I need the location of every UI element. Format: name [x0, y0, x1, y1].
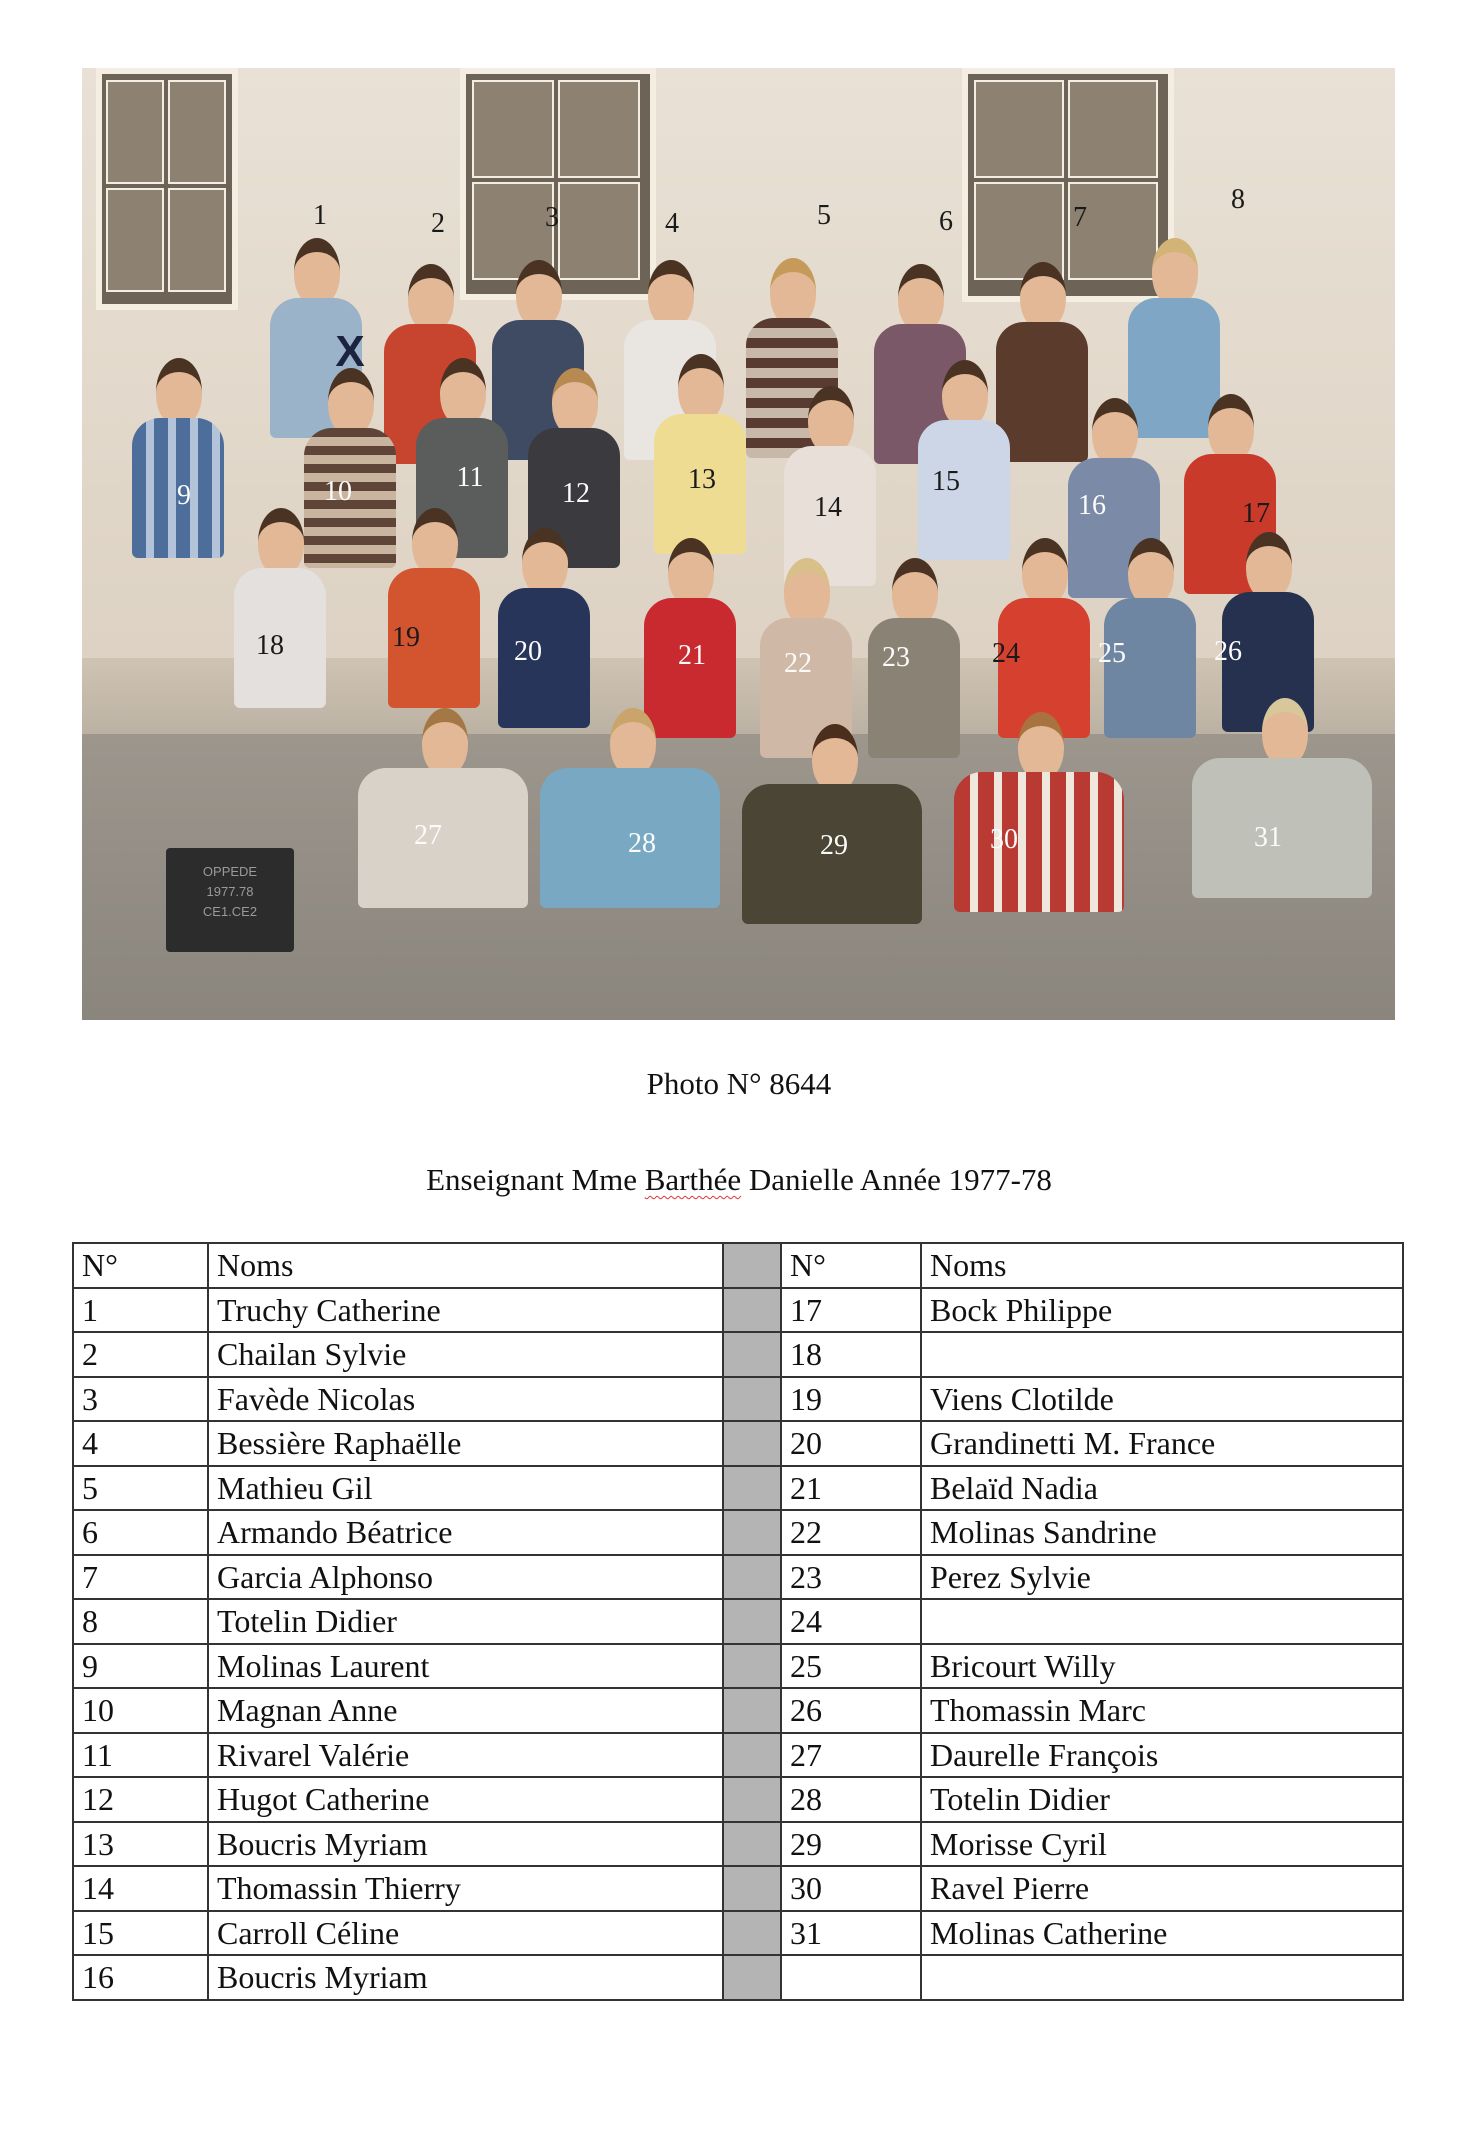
pupil-number-cell: 25 [781, 1644, 921, 1689]
pupil-figure [912, 360, 1016, 560]
pupil-name-cell [921, 1955, 1403, 2000]
pupil-number-cell: 18 [781, 1332, 921, 1377]
pupil-number-cell: 30 [781, 1866, 921, 1911]
table-row [73, 1733, 1403, 1778]
pupil-number-label: 30 [990, 824, 1018, 855]
class-slate [166, 848, 294, 952]
column-separator [723, 1466, 781, 1511]
pupil-name-cell: Thomassin Thierry [208, 1866, 723, 1911]
column-separator [723, 1243, 781, 1288]
pupil-number-label: 9 [177, 480, 191, 511]
pupil-name-cell: Grandinetti M. France [921, 1421, 1403, 1466]
pupil-number-cell: 15 [73, 1911, 208, 1956]
pupil-name-cell: Bricourt Willy [921, 1644, 1403, 1689]
pupil-number-cell [781, 1955, 921, 2000]
pupil-number-label: 25 [1098, 638, 1126, 669]
pupil-number-label: 15 [932, 466, 960, 497]
pupil-number-label: 23 [882, 642, 910, 673]
pupil-name-cell: Boucris Myriam [208, 1955, 723, 2000]
pupil-number-cell: 27 [781, 1733, 921, 1778]
pupil-number-label: 29 [820, 830, 848, 861]
slate-line: OPPEDE [202, 864, 258, 879]
pupil-name-cell: Viens Clotilde [921, 1377, 1403, 1422]
pupil-number-cell: 1 [73, 1288, 208, 1333]
pupil-number-label: 20 [514, 636, 542, 667]
pupil-number-cell: 10 [73, 1688, 208, 1733]
pupil-number-label: 3 [545, 202, 559, 233]
pupil-name-cell: Totelin Didier [208, 1599, 723, 1644]
teacher-prefix: Enseignant Mme [426, 1162, 645, 1197]
pupil-figure [492, 528, 596, 728]
pupil-name-cell: Totelin Didier [921, 1777, 1403, 1822]
pupil-number-label: 14 [814, 492, 842, 523]
pupil-number-cell: 7 [73, 1555, 208, 1600]
column-separator [723, 1377, 781, 1422]
pupil-number-cell: 29 [781, 1822, 921, 1867]
column-separator [723, 1733, 781, 1778]
pupil-number-label: 10 [324, 476, 352, 507]
pupil-name-cell: Garcia Alphonso [208, 1555, 723, 1600]
pupil-roster-table [72, 1242, 1404, 2001]
pupil-name-cell: Armando Béatrice [208, 1510, 723, 1555]
pupil-number-label: 21 [678, 640, 706, 671]
pupil-name-cell: Molinas Catherine [921, 1911, 1403, 1956]
pupil-figure [534, 708, 734, 908]
pupil-number-cell: 14 [73, 1866, 208, 1911]
pupil-name-cell: Favède Nicolas [208, 1377, 723, 1422]
pupil-number-label: 17 [1242, 498, 1270, 529]
pupil-figure [352, 708, 542, 908]
column-separator [723, 1911, 781, 1956]
pupil-number-cell: 6 [73, 1510, 208, 1555]
pupil-number-cell: 5 [73, 1466, 208, 1511]
pupil-number-label: 12 [562, 478, 590, 509]
pupil-name-cell [921, 1599, 1403, 1644]
column-separator [723, 1599, 781, 1644]
pupil-number-cell: 19 [781, 1377, 921, 1422]
pupil-figure [1186, 698, 1386, 898]
pupil-number-cell: 26 [781, 1688, 921, 1733]
pupil-name-cell: Hugot Catherine [208, 1777, 723, 1822]
pupil-number-label: 7 [1073, 202, 1087, 233]
header-number: N° [781, 1243, 921, 1288]
table-row [73, 1866, 1403, 1911]
column-separator [723, 1822, 781, 1867]
pupil-name-cell: Perez Sylvie [921, 1555, 1403, 1600]
pupil-number-cell: 9 [73, 1644, 208, 1689]
table-row [73, 1510, 1403, 1555]
header-number: N° [73, 1243, 208, 1288]
pupil-number-label: 8 [1231, 184, 1245, 215]
pupil-number-cell: 28 [781, 1777, 921, 1822]
table-row [73, 1421, 1403, 1466]
pupil-number-cell: 8 [73, 1599, 208, 1644]
pupil-name-cell: Mathieu Gil [208, 1466, 723, 1511]
table-row [73, 1822, 1403, 1867]
pupil-name-cell: Boucris Myriam [208, 1822, 723, 1867]
photo-number-caption: Photo N° 8644 [646, 1066, 832, 1101]
table-row [73, 1688, 1403, 1733]
pupil-name-cell: Carroll Céline [208, 1911, 723, 1956]
pupil-figure [648, 354, 752, 554]
column-separator [723, 1421, 781, 1466]
table-row [73, 1955, 1403, 2000]
pupil-name-cell [921, 1332, 1403, 1377]
pupil-number-label: 6 [939, 206, 953, 237]
pupil-number-label: 31 [1254, 822, 1282, 853]
pupil-name-cell: Bessière Raphaëlle [208, 1421, 723, 1466]
pupil-number-label: 19 [392, 622, 420, 653]
column-separator [723, 1955, 781, 2000]
pupil-name-cell: Chailan Sylvie [208, 1332, 723, 1377]
pupil-number-cell: 22 [781, 1510, 921, 1555]
pupil-number-label: 2 [431, 208, 445, 239]
pupil-name-cell: Morisse Cyril [921, 1822, 1403, 1867]
pupil-number-cell: 16 [73, 1955, 208, 2000]
table-row [73, 1777, 1403, 1822]
teacher-caption [0, 1162, 1478, 1198]
pupil-number-label: 4 [665, 208, 679, 239]
pupil-number-cell: 21 [781, 1466, 921, 1511]
column-separator [723, 1688, 781, 1733]
pupil-number-label: 22 [784, 648, 812, 679]
table-row [73, 1377, 1403, 1422]
pupil-number-cell: 11 [73, 1733, 208, 1778]
pupil-name-cell: Daurelle François [921, 1733, 1403, 1778]
pupil-number-cell: 13 [73, 1822, 208, 1867]
pupil-number-label: 13 [688, 464, 716, 495]
table-header-row [73, 1243, 1403, 1288]
pupil-number-label: 5 [817, 200, 831, 231]
column-separator [723, 1777, 781, 1822]
pupil-name-cell: Truchy Catherine [208, 1288, 723, 1333]
column-separator [723, 1644, 781, 1689]
pupil-number-cell: 31 [781, 1911, 921, 1956]
pupil-figure [736, 724, 936, 924]
pupil-name-cell: Thomassin Marc [921, 1688, 1403, 1733]
teacher-surname: Barthée [644, 1162, 742, 1197]
pupil-number-label: 16 [1078, 490, 1106, 521]
table-row [73, 1555, 1403, 1600]
pupil-name-cell: Bock Philippe [921, 1288, 1403, 1333]
slate-line: CE1.CE2 [202, 904, 258, 919]
pupil-number-label: 11 [456, 462, 484, 493]
slate-line: 1977.78 [206, 884, 254, 899]
pupil-number-label: 28 [628, 828, 656, 859]
pupil-number-cell: 17 [781, 1288, 921, 1333]
pupil-figure [948, 712, 1138, 912]
header-names: Noms [208, 1243, 723, 1288]
header-names: Noms [921, 1243, 1403, 1288]
pupil-name-cell: Belaïd Nadia [921, 1466, 1403, 1511]
class-photo [82, 68, 1395, 1020]
pupil-number-cell: 23 [781, 1555, 921, 1600]
column-separator [723, 1866, 781, 1911]
pupil-number-cell: 2 [73, 1332, 208, 1377]
pupil-number-label: 1 [313, 200, 327, 231]
column-separator [723, 1555, 781, 1600]
pupil-number-label: 24 [992, 638, 1020, 669]
pupil-number-cell: 12 [73, 1777, 208, 1822]
pupil-name-cell: Rivarel Valérie [208, 1733, 723, 1778]
table-row [73, 1599, 1403, 1644]
table-row [73, 1911, 1403, 1956]
pupil-figure [126, 358, 230, 558]
column-separator [723, 1288, 781, 1333]
pupil-figure [778, 386, 882, 586]
pupil-number-cell: 24 [781, 1599, 921, 1644]
pupil-number-label: 26 [1214, 636, 1242, 667]
table-row [73, 1644, 1403, 1689]
teacher-suffix: Danielle Année 1977-78 [741, 1162, 1052, 1197]
pupil-number-cell: 4 [73, 1421, 208, 1466]
pupil-name-cell: Ravel Pierre [921, 1866, 1403, 1911]
column-separator [723, 1510, 781, 1555]
table-row [73, 1288, 1403, 1333]
pupil-number-cell: 3 [73, 1377, 208, 1422]
table-row [73, 1332, 1403, 1377]
pupil-name-cell: Magnan Anne [208, 1688, 723, 1733]
pupil-figure [382, 508, 486, 708]
pupil-name-cell: Molinas Laurent [208, 1644, 723, 1689]
pupil-figure [228, 508, 332, 708]
pupil-number-cell: 20 [781, 1421, 921, 1466]
table-row [73, 1466, 1403, 1511]
cross-mark: X [335, 327, 365, 376]
column-separator [723, 1332, 781, 1377]
pupil-number-label: 27 [414, 820, 442, 851]
pupil-number-label: 18 [256, 630, 284, 661]
pupil-name-cell: Molinas Sandrine [921, 1510, 1403, 1555]
